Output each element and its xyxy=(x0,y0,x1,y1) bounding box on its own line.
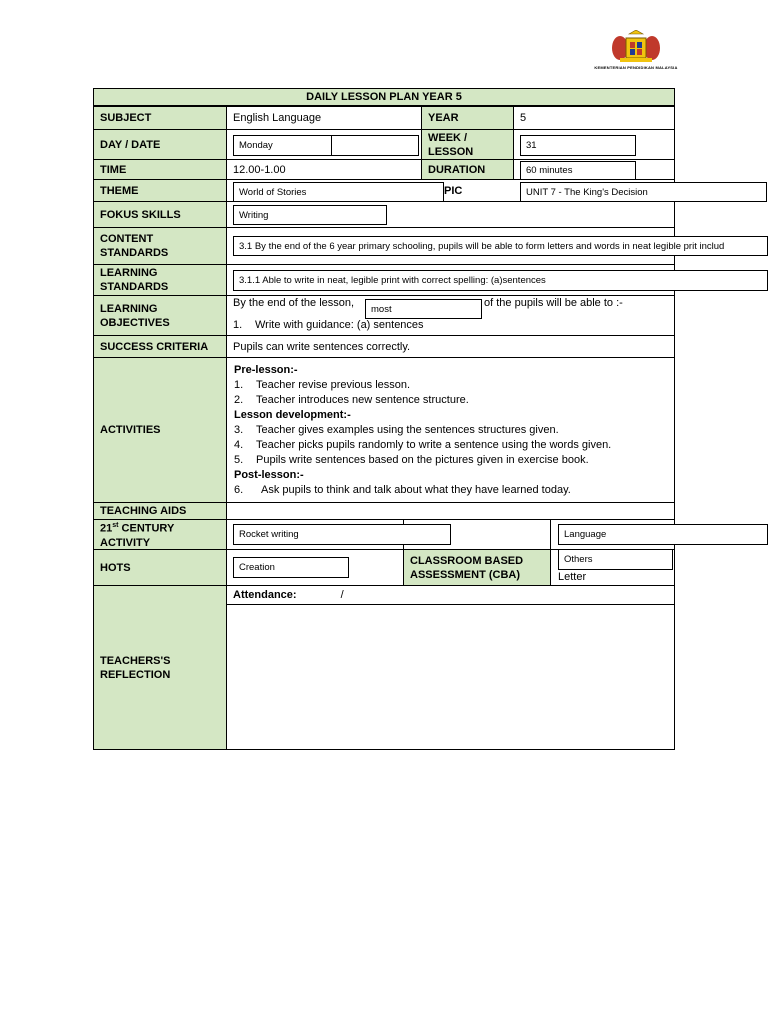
fokus-skills-label: FOKUS SKILLS xyxy=(93,201,227,228)
post-lesson-heading: Post-lesson:- xyxy=(234,469,304,481)
duration-label: DURATION xyxy=(421,159,514,180)
learning-objectives-label: LEARNING OBJECTIVES xyxy=(93,295,227,336)
lesson-plan-table xyxy=(93,88,725,750)
pic-field[interactable]: UNIT 7 - The King's Decision xyxy=(520,182,767,202)
activities-label: ACTIVITIES xyxy=(93,357,227,503)
activity-item: 5. Pupils write sentences based on the pictures given in exercise book. xyxy=(234,454,589,466)
crest-icon xyxy=(578,30,694,64)
week-lesson-label: WEEK / LESSON xyxy=(421,129,514,160)
content-standards-label: CONTENT STANDARDS xyxy=(93,227,227,265)
duration-field[interactable]: 60 minutes xyxy=(520,161,636,180)
reflection-text-area[interactable] xyxy=(226,604,675,750)
day-field[interactable]: Monday xyxy=(233,135,332,156)
objectives-suffix: of the pupils will be able to :- xyxy=(484,297,623,309)
pre-lesson-heading: Pre-lesson:- xyxy=(234,364,298,376)
time-label: TIME xyxy=(93,159,227,180)
year-label: YEAR xyxy=(421,106,514,130)
cba-others-field[interactable]: Others xyxy=(558,549,673,570)
attendance-cell xyxy=(226,585,675,605)
time-value: 12.00-1.00 xyxy=(226,159,422,180)
activity-item: 2. Teacher introduces new sentence structure. xyxy=(234,394,469,406)
teaching-aids-value xyxy=(226,502,675,520)
activity-item: 6. Ask pupils to think and talk about what they have learned today. xyxy=(234,484,571,496)
date-field[interactable] xyxy=(331,135,419,156)
attendance-separator: / xyxy=(340,589,344,601)
success-criteria-label: SUCCESS CRITERIA xyxy=(93,335,227,358)
hots-field[interactable]: Creation xyxy=(233,557,349,578)
logo-text: KEMENTERIAN PENDIDIKAN MALAYSIA xyxy=(594,65,678,70)
activity-item: 4. Teacher picks pupils randomly to write a sentence using the words given. xyxy=(234,439,612,451)
activities-cell xyxy=(226,357,675,503)
objective-item-number: 1. xyxy=(233,319,243,331)
lesson-development-heading: Lesson development:- xyxy=(234,409,351,421)
table-title: DAILY LESSON PLAN YEAR 5 xyxy=(93,88,675,106)
objectives-prefix: By the end of the lesson, xyxy=(233,297,355,309)
cba-text: Letter xyxy=(558,571,587,583)
success-criteria-value: Pupils can write sentences correctly. xyxy=(226,335,675,358)
learning-standards-label: LEARNING STANDARDS xyxy=(93,264,227,296)
objectives-quantity-field[interactable]: most xyxy=(365,299,482,319)
attendance-label: Attendance: xyxy=(233,589,297,601)
week-lesson-field[interactable]: 31 xyxy=(520,135,636,156)
century-activity-field[interactable]: Rocket writing xyxy=(233,524,451,545)
subject-label: SUBJECT xyxy=(93,106,227,130)
theme-field[interactable]: World of Stories xyxy=(233,182,444,202)
century-activity-label: 21st CENTURY ACTIVITY xyxy=(93,519,227,550)
hots-label: HOTS xyxy=(93,549,227,586)
objective-item-text: Write with guidance: (a) sentences xyxy=(255,319,424,331)
theme-label: THEME xyxy=(93,179,227,202)
fokus-skills-field[interactable]: Writing xyxy=(233,205,387,225)
subject-value: English Language xyxy=(226,106,422,130)
objective-item xyxy=(233,319,424,331)
content-standards-field[interactable]: 3.1 By the end of the 6 year primary schooling, pupils will be able to form letters and words in neat legible prit includ xyxy=(233,236,768,256)
learning-standards-field[interactable]: 3.1.1 Able to write in neat, legible print with correct spelling: (a)sentences xyxy=(233,270,768,291)
reflection-label: TEACHERS'S REFLECTION xyxy=(93,585,227,750)
teaching-aids-label: TEACHING AIDS xyxy=(93,502,227,520)
ministry-logo xyxy=(578,30,694,74)
activity-item: 1. Teacher revise previous lesson. xyxy=(234,379,411,391)
year-value: 5 xyxy=(513,106,675,130)
cba-label: CLASSROOM BASED ASSESSMENT (CBA) xyxy=(403,549,551,586)
day-date-label: DAY / DATE xyxy=(93,129,227,160)
activity-item: 3. Teacher gives examples using the sentences structures given. xyxy=(234,424,559,436)
pic-label: PIC xyxy=(444,185,463,197)
language-field[interactable]: Language xyxy=(558,524,768,545)
